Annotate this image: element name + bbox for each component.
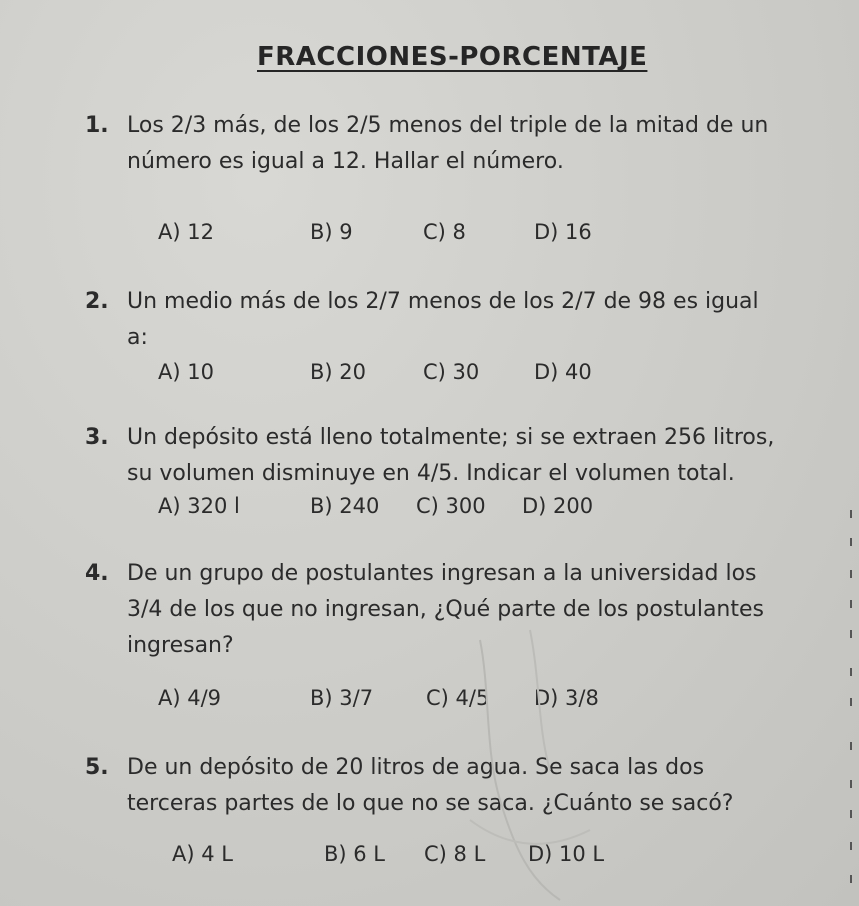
question-text-line: 3/4 de los que no ingresan, ¿Qué parte de los postulantes [127, 597, 764, 622]
option-a[interactable]: A) 10 [158, 360, 214, 384]
option-a[interactable]: A) 4/9 [158, 686, 222, 710]
question-text-line: número es igual a 12. Hallar el número. [127, 149, 564, 174]
question-4 [85, 556, 855, 664]
page-title: FRACCIONES-PORCENTAJE [257, 42, 648, 72]
option-d[interactable]: D) 40 [534, 360, 592, 384]
option-c[interactable]: C) 8 L [424, 842, 486, 866]
option-a[interactable]: A) 4 L [172, 842, 233, 866]
question-3 [85, 420, 855, 492]
question-text-line: su volumen disminuye en 4/5. Indicar el volumen total. [127, 461, 735, 486]
option-b[interactable]: B) 240 [310, 494, 380, 518]
question-text-line: a: [127, 325, 148, 350]
option-c[interactable]: C) 8 [423, 220, 466, 244]
question-text-line: Los 2/3 más, de los 2/5 menos del triple de la mitad de un [127, 113, 769, 138]
question-number: 3. [85, 425, 109, 450]
option-d[interactable]: D) 200 [522, 494, 594, 518]
question-text-line: ingresan? [127, 633, 234, 658]
question-5 [85, 750, 855, 822]
option-d[interactable]: D) 16 [534, 220, 592, 244]
option-a[interactable]: A) 12 [158, 220, 214, 244]
question-1 [85, 108, 855, 180]
question-number: 5. [85, 755, 109, 780]
question-text-line: Un depósito está lleno totalmente; si se extraen 256 litros, [127, 425, 775, 450]
option-c[interactable]: C) 4/5 [426, 686, 490, 710]
option-b[interactable]: B) 3/7 [310, 686, 374, 710]
option-d[interactable]: D) 3/8 [534, 686, 599, 710]
question-number: 4. [85, 561, 109, 586]
question-number: 2. [85, 289, 109, 314]
option-c[interactable]: C) 30 [423, 360, 480, 384]
option-b[interactable]: B) 9 [310, 220, 353, 244]
page-edge-marks [850, 480, 856, 900]
option-b[interactable]: B) 6 L [324, 842, 386, 866]
question-2 [85, 284, 855, 356]
question-number: 1. [85, 113, 109, 138]
question-text-line: De un depósito de 20 litros de agua. Se saca las dos [127, 755, 705, 780]
option-b[interactable]: B) 20 [310, 360, 366, 384]
question-text-line: Un medio más de los 2/7 menos de los 2/7 de 98 es igual [127, 289, 759, 314]
option-a[interactable]: A) 320 l [158, 494, 240, 518]
option-c[interactable]: C) 300 [416, 494, 486, 518]
option-d[interactable]: D) 10 L [528, 842, 605, 866]
question-text-line: terceras partes de lo que no se saca. ¿Cuánto se sacó? [127, 791, 734, 816]
question-text-line: De un grupo de postulantes ingresan a la universidad los [127, 561, 757, 586]
